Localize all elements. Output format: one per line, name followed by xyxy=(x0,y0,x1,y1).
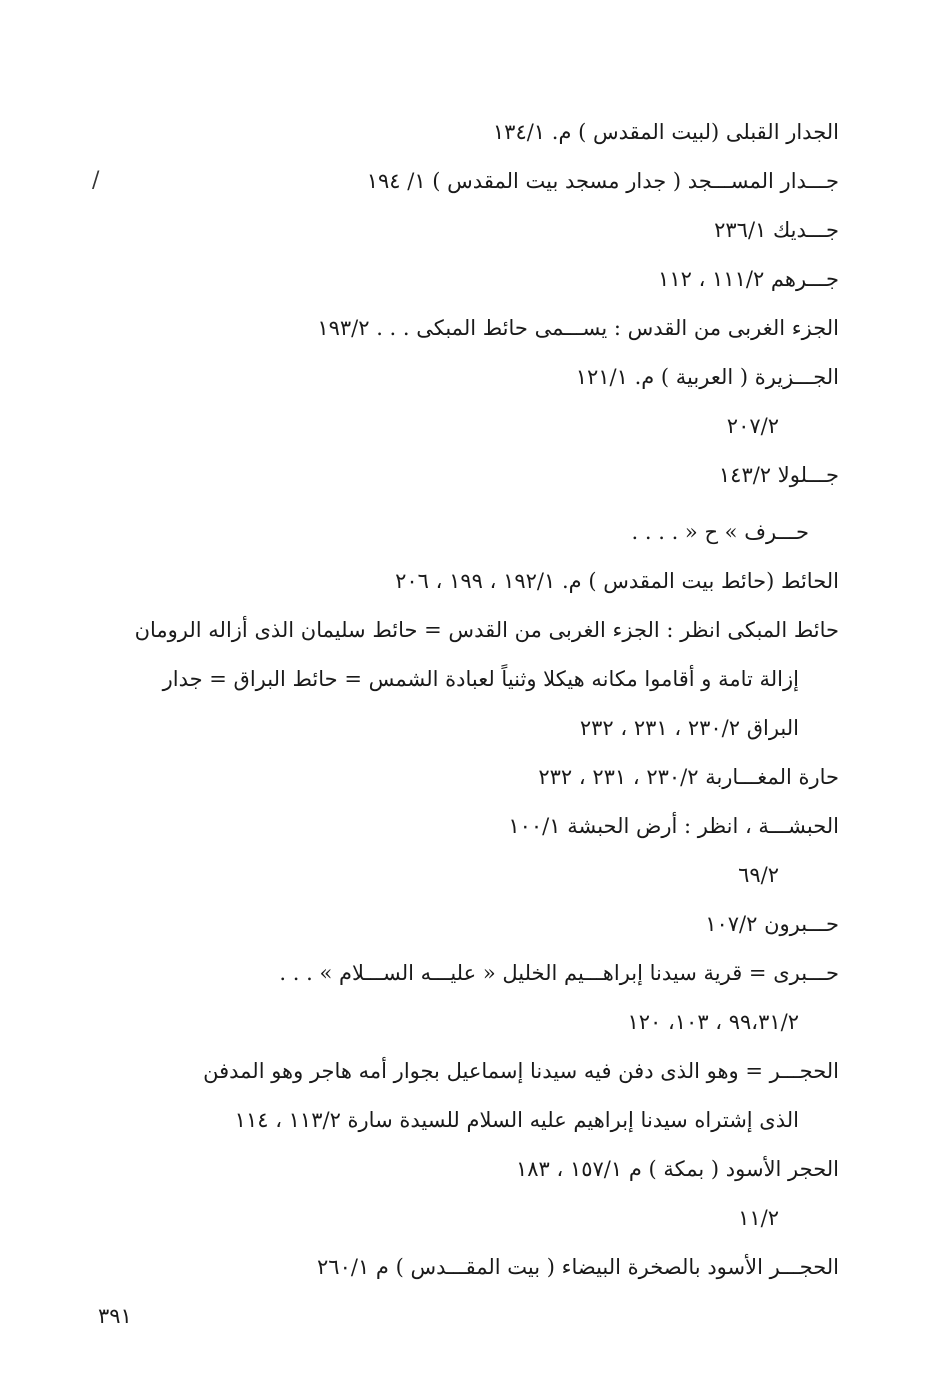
index-entry: الحجـــر = وهو الذى دفن فيه سيدنا إسماعيل بجوار أمه هاجر وهو المدفن xyxy=(203,1059,839,1083)
index-entry-continuation: ٦٩/٢ xyxy=(738,863,779,887)
index-entry: جـــديك ٢٣٦/١ xyxy=(714,218,839,242)
index-entry: الجدار القبلى (لبيت المقدس ) م. ١٣٤/١ xyxy=(492,120,839,144)
index-entry-continuation: ٢٠٧/٢ xyxy=(726,414,779,438)
index-list xyxy=(99,108,839,1292)
index-entry: حارة المغـــاربة ٢٣٠/٢ ، ٢٣١ ، ٢٣٢ xyxy=(538,765,839,789)
page-number: ٣٩١ xyxy=(98,1304,132,1328)
index-entry: جـــدار المســـجد ( جدار مسجد بيت المقدس ) ١/ ١٩٤ xyxy=(366,169,839,193)
index-entry-continuation: البراق ٢٣٠/٢ ، ٢٣١ ، ٢٣٢ xyxy=(579,716,799,740)
stray-mark: / xyxy=(92,168,100,193)
index-entry: حـــبرون ١٠٧/٢ xyxy=(705,912,839,936)
index-entry: الحائط (حائط بيت المقدس ) م. ١٩٢/١ ، ١٩٩ ، ٢٠٦ xyxy=(395,569,839,593)
section-letter-heading: حـــرف » ح « . . . . xyxy=(631,520,809,544)
index-entry-continuation: إزالة تامة و أقاموا مكانه هيكلا وثنياً لعبادة الشمس = حائط البراق = جدار xyxy=(162,667,799,691)
index-entry: الحجر الأسود ( بمكة ) م ١٥٧/١ ، ١٨٣ xyxy=(515,1157,839,1181)
index-entry: الحجـــر الأسود بالصخرة البيضاء ( بيت المقـــدس ) م ٢٦٠/١ xyxy=(317,1255,839,1279)
index-entry: حـــبرى = قرية سيدنا إبراهـــيم الخليل « عليـــه الســـلام » . . . xyxy=(279,961,839,985)
index-entry: جـــلولا ١٤٣/٢ xyxy=(718,463,839,487)
index-entry: حائط المبكى انظر : الجزء الغربى من القدس = حائط سليمان الذى أزاله الرومان xyxy=(134,618,839,642)
index-entry: الجـــزيرة ( العربية ) م. ١٢١/١ xyxy=(575,365,839,389)
index-entry-continuation: الذى إشتراه سيدنا إبراهيم عليه السلام للسيدة سارة ١١٣/٢ ، ١١٤ xyxy=(234,1108,799,1132)
index-entry: جـــرهم ١١١/٢ ، ١١٢ xyxy=(658,267,839,291)
index-entry: الحبشـــة ، انظر : أرض الحبشة ١٠٠/١ xyxy=(508,814,839,838)
index-entry-continuation: ٩٩،٣١/٢ ، ١٠٣، ١٢٠ xyxy=(627,1010,799,1034)
index-entry: الجزء الغربى من القدس : يســـمى حائط المبكى . . . ١٩٣/٢ xyxy=(317,316,839,340)
index-entry-continuation: ١١/٢ xyxy=(738,1206,779,1230)
